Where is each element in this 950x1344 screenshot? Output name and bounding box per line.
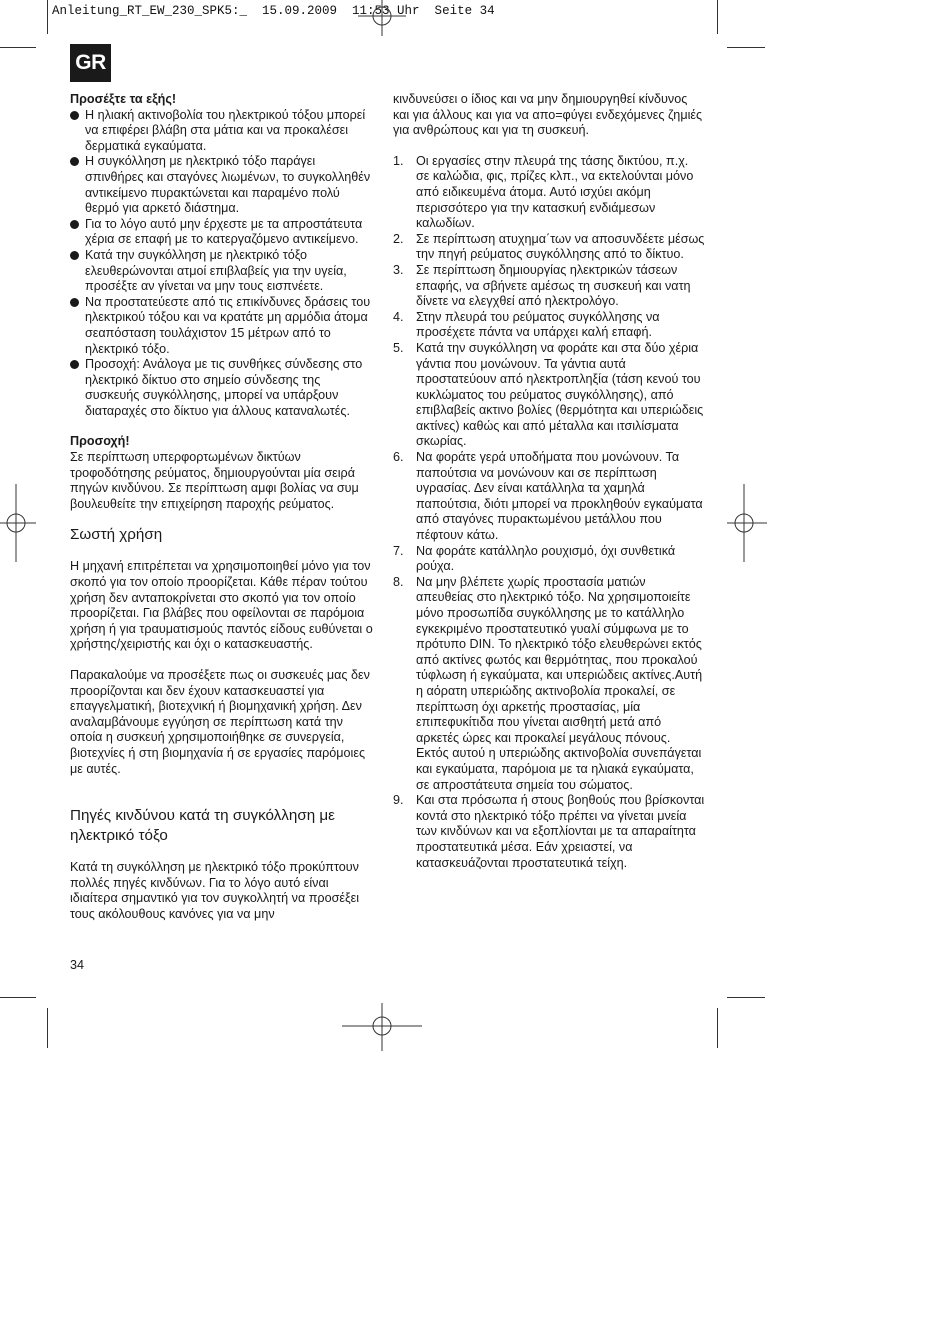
language-badge: GR (70, 44, 111, 82)
page-number: 34 (70, 958, 85, 972)
bullet-icon (70, 251, 79, 260)
list-item: Προσοχή: Ανάλογα με τις συνθήκες σύνδεσης στο ηλεκτρικό δίκτυο στο σημείο σύνδεσης της συσκευής συγκόλλησης, μπορεί να υπάρξουν διαταραχές στο δίκτυο για άλλους καταναλωτές. (70, 357, 376, 419)
list-item: Κατά την συγκόλληση με ηλεκτρικό τόξο ελευθερώνονται ατμοί επιβλαβείς για την υγεία, προσέξτε αν γίνεται να μην τους εισπνέετε. (70, 248, 376, 295)
hazards-heading: Πηγές κινδύνου κατά τη συγκόλληση με ηλεκτρικό τόξο (70, 807, 335, 845)
list-item: 4. Στην πλευρά του ρεύματος συγκόλλησης να προσέχετε πάντα να υπάρχει καλή επαφή. (393, 309, 660, 340)
crop-mark (717, 1008, 718, 1048)
bullet-icon (70, 111, 79, 120)
crop-mark (47, 0, 48, 34)
list-item: 1. Οι εργασίες στην πλευρά της τάσης δικτύου, π.χ. σε καλώδια, φις, πρίζες κλπ., να εκτελούνται μόνο από ειδικευμένα άτομα. Αυτό ισχύει ακόμη περισσότερο για την κατασκυή ενδιάμεσων καλωδίων. (393, 153, 694, 231)
crop-mark (727, 997, 765, 998)
crop-mark (727, 47, 765, 48)
registration-mark-icon (0, 484, 36, 562)
list-item: Να προστατεύεστε από τις επικίνδυνες δράσεις του ηλεκτρικού τόξου και να κρατάτε μη αρμόδια άτομα σεαπόσταση τουλάχιστον 15 μέτρων από το ηλεκτρικό τόξο. (70, 295, 376, 357)
right-column (393, 92, 705, 871)
list-item: Για το λόγο αυτό μην έρχεστε με τα απροστάτευτα χέρια σε επαφή με το κατεργαζόμενο αντικείμενο. (70, 217, 376, 248)
bullet-icon (70, 360, 79, 369)
registration-mark-icon (358, 0, 406, 36)
crop-mark (0, 47, 36, 48)
caution-heading: Προσοχή! (70, 434, 130, 449)
list-item: 6. Να φοράτε γερά υποδήματα που μονώνουν. Τα παπούτσια να μονώνουν και σε περίπτωση υγρασίας. Δεν είναι κατάλληλα τα χαμηλά παπούτσια, διότι μπορεί να προκληθούν εγκαύματα από σταγόνες πυρακτωμένου μετάλλου που πέφτουν κάτω. (393, 450, 703, 543)
caution-text: Σε περίπτωση υπερφορτωμένων δικτύων τροφοδότησης ρεύματος, δημιουργούνται μία σειρά πηγών κινδύνου. Σε περίπτωση αμφι βολίας να συμ βουλευθείτε την επιχείρηση παροχής ρεύματος. (70, 450, 359, 511)
list-item: 2. Σε περίπτωση ατυχημα΄των να αποσυνδέετε μέσως την πηγή ρεύματος συγκόλλησης από το δίκτυο. (393, 231, 705, 262)
crop-mark (47, 1008, 48, 1048)
bullet-icon (70, 220, 79, 229)
numbered-list (393, 154, 705, 871)
proper-use-paragraph: Η μηχανή επιτρέπεται να χρησιμοποιηθεί μόνο για τον σκοπό για τον οποίο προορίζεται. Κάθε πέραν τούτου χρήση δεν ανταποκρίνεται στο σκοπό για τον οποίο προορίζεται. Για βλάβες που οφείλονται σε παρόμοια χρήση ή για τραυματισμούς παντός είδους ευθύνεται ο χρήστης/χειριστής και όχι ο κατασκευαστής. (70, 559, 373, 652)
crop-mark (0, 997, 36, 998)
registration-mark-icon (727, 484, 767, 562)
bullet-list (70, 108, 376, 420)
left-column (70, 92, 376, 923)
proper-use-heading: Σωστή χρήση (70, 526, 163, 544)
intro-paragraph: κινδυνεύσει ο ίδιος και να μην δημιουργηθεί κίνδυνος και για άλλους και για να απο=φύγει ενδεχόμενες ζημιές για ανθρώπους και για τη συσκευή. (393, 92, 703, 138)
list-item: Η ηλιακή ακτινοβολία του ηλεκτρικού τόξου μπορεί να επιφέρει βλάβη στα μάτια και να προκαλέσει δερματικά εγκαύματα. (70, 108, 376, 155)
list-item: 8. Να μην βλέπετε χωρίς προστασία ματιών απευθείας στο ηλεκτρικό τόξο. Να χρησιμοποιείτε μόνο προσωπίδα συγκόλλησης με το κατάλληλο εγκεκριμένο προστατευτικό γυαλί σύμφωνα με το πρότυπο DIN. Το ηλεκτρικό τόξο ελευθερώνει εκτός από ακτίνες φωτός και θερμότητας, που προκαλού τύφλωση ή εγκαύματα, και υπεριώδεις ακτίνες.Αυτή η αόρατη υπεριώδης ακτινοβολία προκαλεί, σε περίπτωση όχι αρκετής προστασίας, μία επιπεφυκίτιδα που γίνεται αισθητή μετά από αρκετές ώρες και προκαλεί μεγάλους πόνους. Εκτός αυτού η υπεριώδης ακτινοβολία συνεπάγεται και εγκαύματα, παρόμοια με τα ηλιακά εγκαύματα, σε απροστάτευτα σημεία του σώματος. (393, 574, 703, 792)
proper-use-paragraph: Παρακαλούμε να προσέξετε πως οι συσκευές μας δεν προορίζονται και δεν έχουν κατασκευαστεί για επαγγελματική, βιοτεχνική ή βιομηχανική χρήση. Δεν αναλαμβάνουμε εγγύηση σε περίπτωση κατά την οποία η συσκευή χρησιμοποιήθηκε σε συνεργεία, βιοτεχνίες ή στη βιομηχανία ή σε εργασίες παρόμοιες με αυτές. (70, 668, 370, 776)
list-item: 9. Και στα πρόσωπα ή στους βοηθούς που βρίσκονται κοντά στο ηλεκτρικό τόξο πρέπει να γίνεται μνεία των κινδύνων και να εξοπλίονται με τα απαραίτητα προστατευτικά μέσα. Εάν χρειαστεί, να κατασκευάζονται προστατευτικά τείχη. (393, 793, 705, 870)
bullet-icon (70, 157, 79, 166)
print-header: Anleitung_RT_EW_230_SPK5:_ 15.09.2009 11:53 Uhr Seite 34 (52, 4, 495, 18)
hazards-paragraph: Κατά τη συγκόλληση με ηλεκτρικό τόξο προκύπτουν πολλές πηγές κινδύνων. Για το λόγο αυτό είναι ιδιαίτερα σημαντικό για τον συγκολλητή να προσέξει τους ακόλουθους κανόνες για να μην (70, 860, 360, 921)
list-item: 7. Να φοράτε κατάλληλο ρουχισμό, όχι συνθετικά ρούχα. (393, 543, 676, 574)
attention-heading: Προσέξτε τα εξής! (70, 92, 177, 106)
list-item: 3. Σε περίπτωση δημιουργίας ηλεκτρικών τάσεων επαφής, να σβήνετε αμέσως τη συσκευή και νατη δίνετε να ελεγχθεί από ηλεκτρολόγο. (393, 262, 691, 309)
list-item: Η συγκόλληση με ηλεκτρικό τόξο παράγει σπινθήρες και σταγόνες λιωμένων, το συγκολληθέν αντικείμενο πυρακτώνεται και παραμένο πολύ θερμό για αρκετό διάστημα. (70, 154, 376, 216)
list-item: 5. Κατά την συγκόλληση να φοράτε και στα δύο χέρια γάντια που μονώνουν. Τα γάντια αυτά προστατεύουν από ηλεκτροπληξία (τάση κενού του κυκλώματος του ρεύματος συγκόλλησης), από επιβλαβείς ακτινο βολίες (θερμότητα και υπεριώδεις ακτίνες) καθώς και από μέταλλα και ιτσιλίσματα σκωρίας. (393, 340, 704, 449)
registration-mark-icon (342, 1003, 422, 1051)
bullet-icon (70, 298, 79, 307)
crop-mark (717, 0, 718, 34)
